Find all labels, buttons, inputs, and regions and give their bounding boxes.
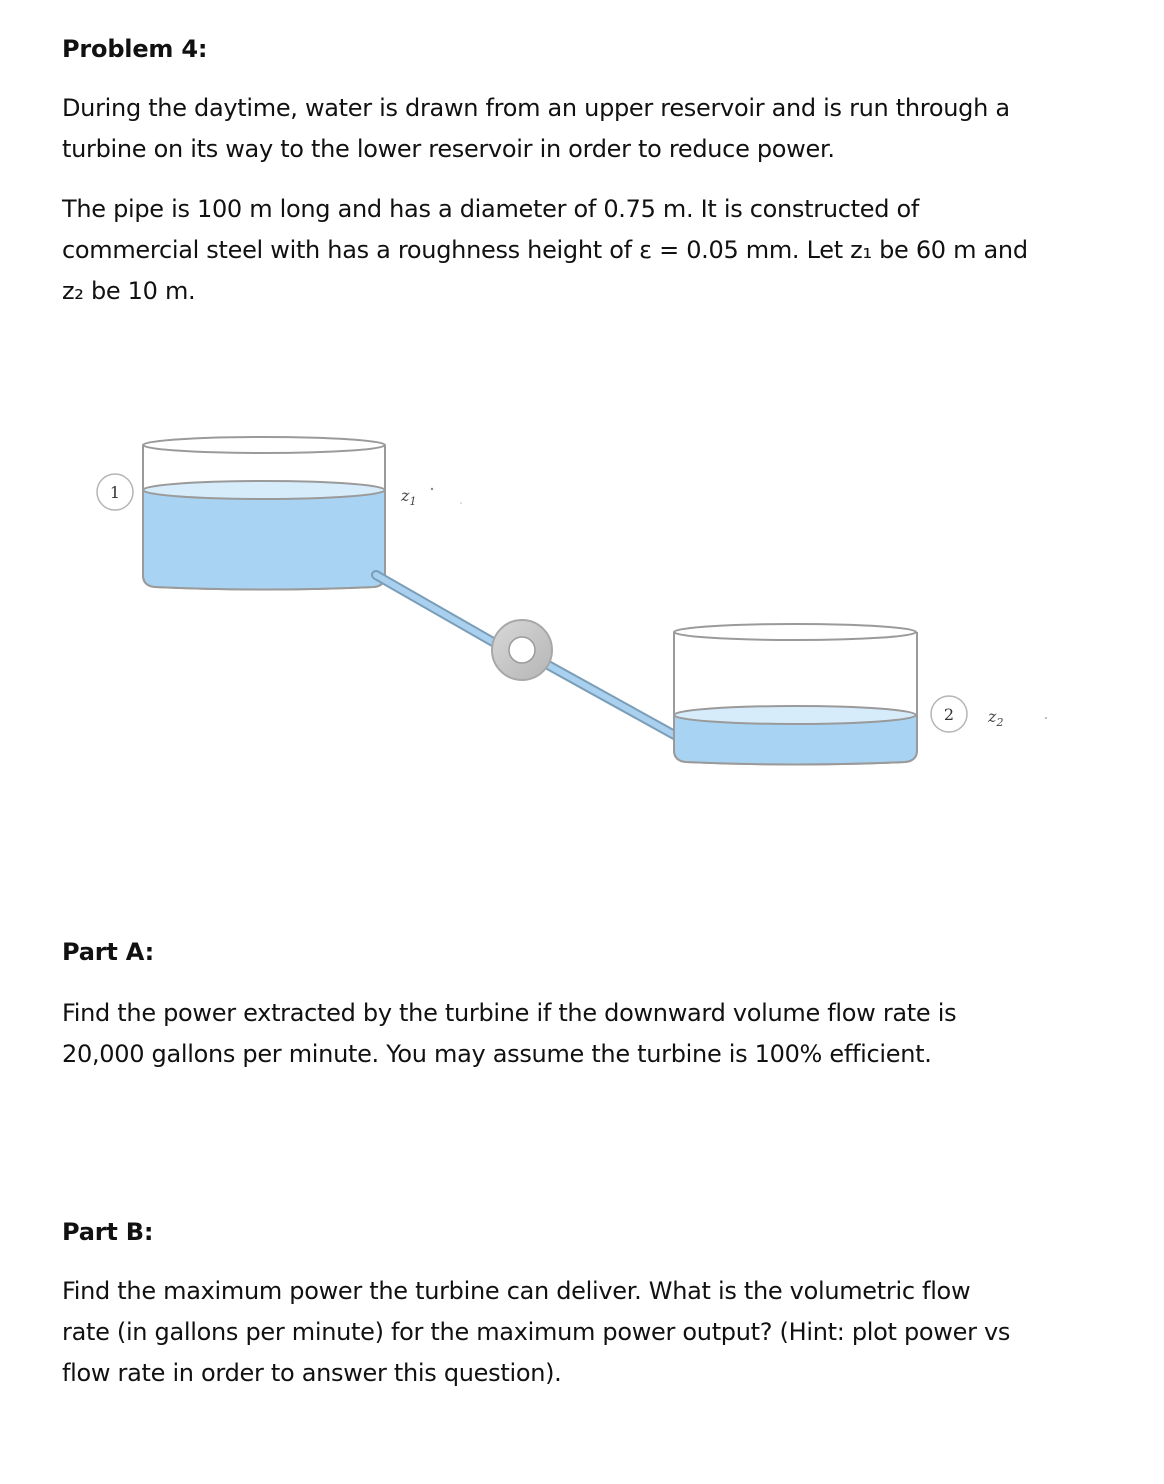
part-b-paragraph	[62, 1271, 1122, 1394]
part-a-line: 20,000 gallons per minute. You may assume the turbine is 100% efficient.	[62, 1040, 932, 1068]
pipe-line: The pipe is 100 m long and has a diameter of 0.75 m. It is constructed of	[62, 195, 919, 223]
part-b-line: Find the maximum power the turbine can deliver. What is the volumetric flow	[62, 1277, 971, 1305]
z1-label	[400, 486, 416, 508]
z1-tick-mark	[431, 488, 433, 490]
z2-faint-mark	[1045, 717, 1047, 719]
point-1-label: 1	[109, 483, 121, 502]
lower-reservoir-rim	[674, 624, 916, 640]
point-1-marker	[97, 474, 133, 510]
part-b-title: Part B:	[62, 1218, 154, 1246]
point-2-label: 2	[943, 705, 955, 724]
part-a-paragraph	[62, 993, 1122, 1075]
pipe-line: z₂ be 10 m.	[62, 277, 196, 305]
intro-line: turbine on its way to the lower reservoir in order to reduce power.	[62, 135, 835, 163]
pipe-line: commercial steel with has a roughness height of ε = 0.05 mm. Let z₁ be 60 m and	[62, 236, 1028, 264]
z2-label	[987, 707, 1003, 729]
part-a-line: Find the power extracted by the turbine if the downward volume flow rate is	[62, 999, 957, 1027]
intro-line: During the daytime, water is drawn from an upper reservoir and is run through a	[62, 94, 1010, 122]
intro-paragraph	[62, 88, 1122, 170]
lower-reservoir	[674, 624, 917, 765]
part-b-line: rate (in gallons per minute) for the maximum power output? (Hint: plot power vs	[62, 1318, 1011, 1346]
turbine-icon	[492, 620, 552, 680]
lower-water-surface	[674, 706, 916, 724]
upper-water-surface	[143, 481, 385, 499]
part-a-title: Part A:	[62, 938, 155, 966]
z2-letter: z	[988, 707, 997, 726]
z2-subscript: 2	[996, 716, 1004, 729]
problem-title: Problem 4:	[62, 35, 208, 63]
z1-faint-mark	[460, 502, 462, 504]
point-2-marker	[931, 696, 967, 732]
reservoir-diagram	[0, 400, 1164, 800]
pipe-paragraph	[62, 189, 1122, 312]
upper-reservoir-water	[143, 490, 385, 590]
upper-reservoir	[143, 437, 385, 590]
z1-subscript: 1	[409, 495, 417, 508]
upper-reservoir-rim	[143, 437, 385, 453]
z1-letter: z	[401, 486, 410, 505]
part-b-line: flow rate in order to answer this question).	[62, 1359, 562, 1387]
